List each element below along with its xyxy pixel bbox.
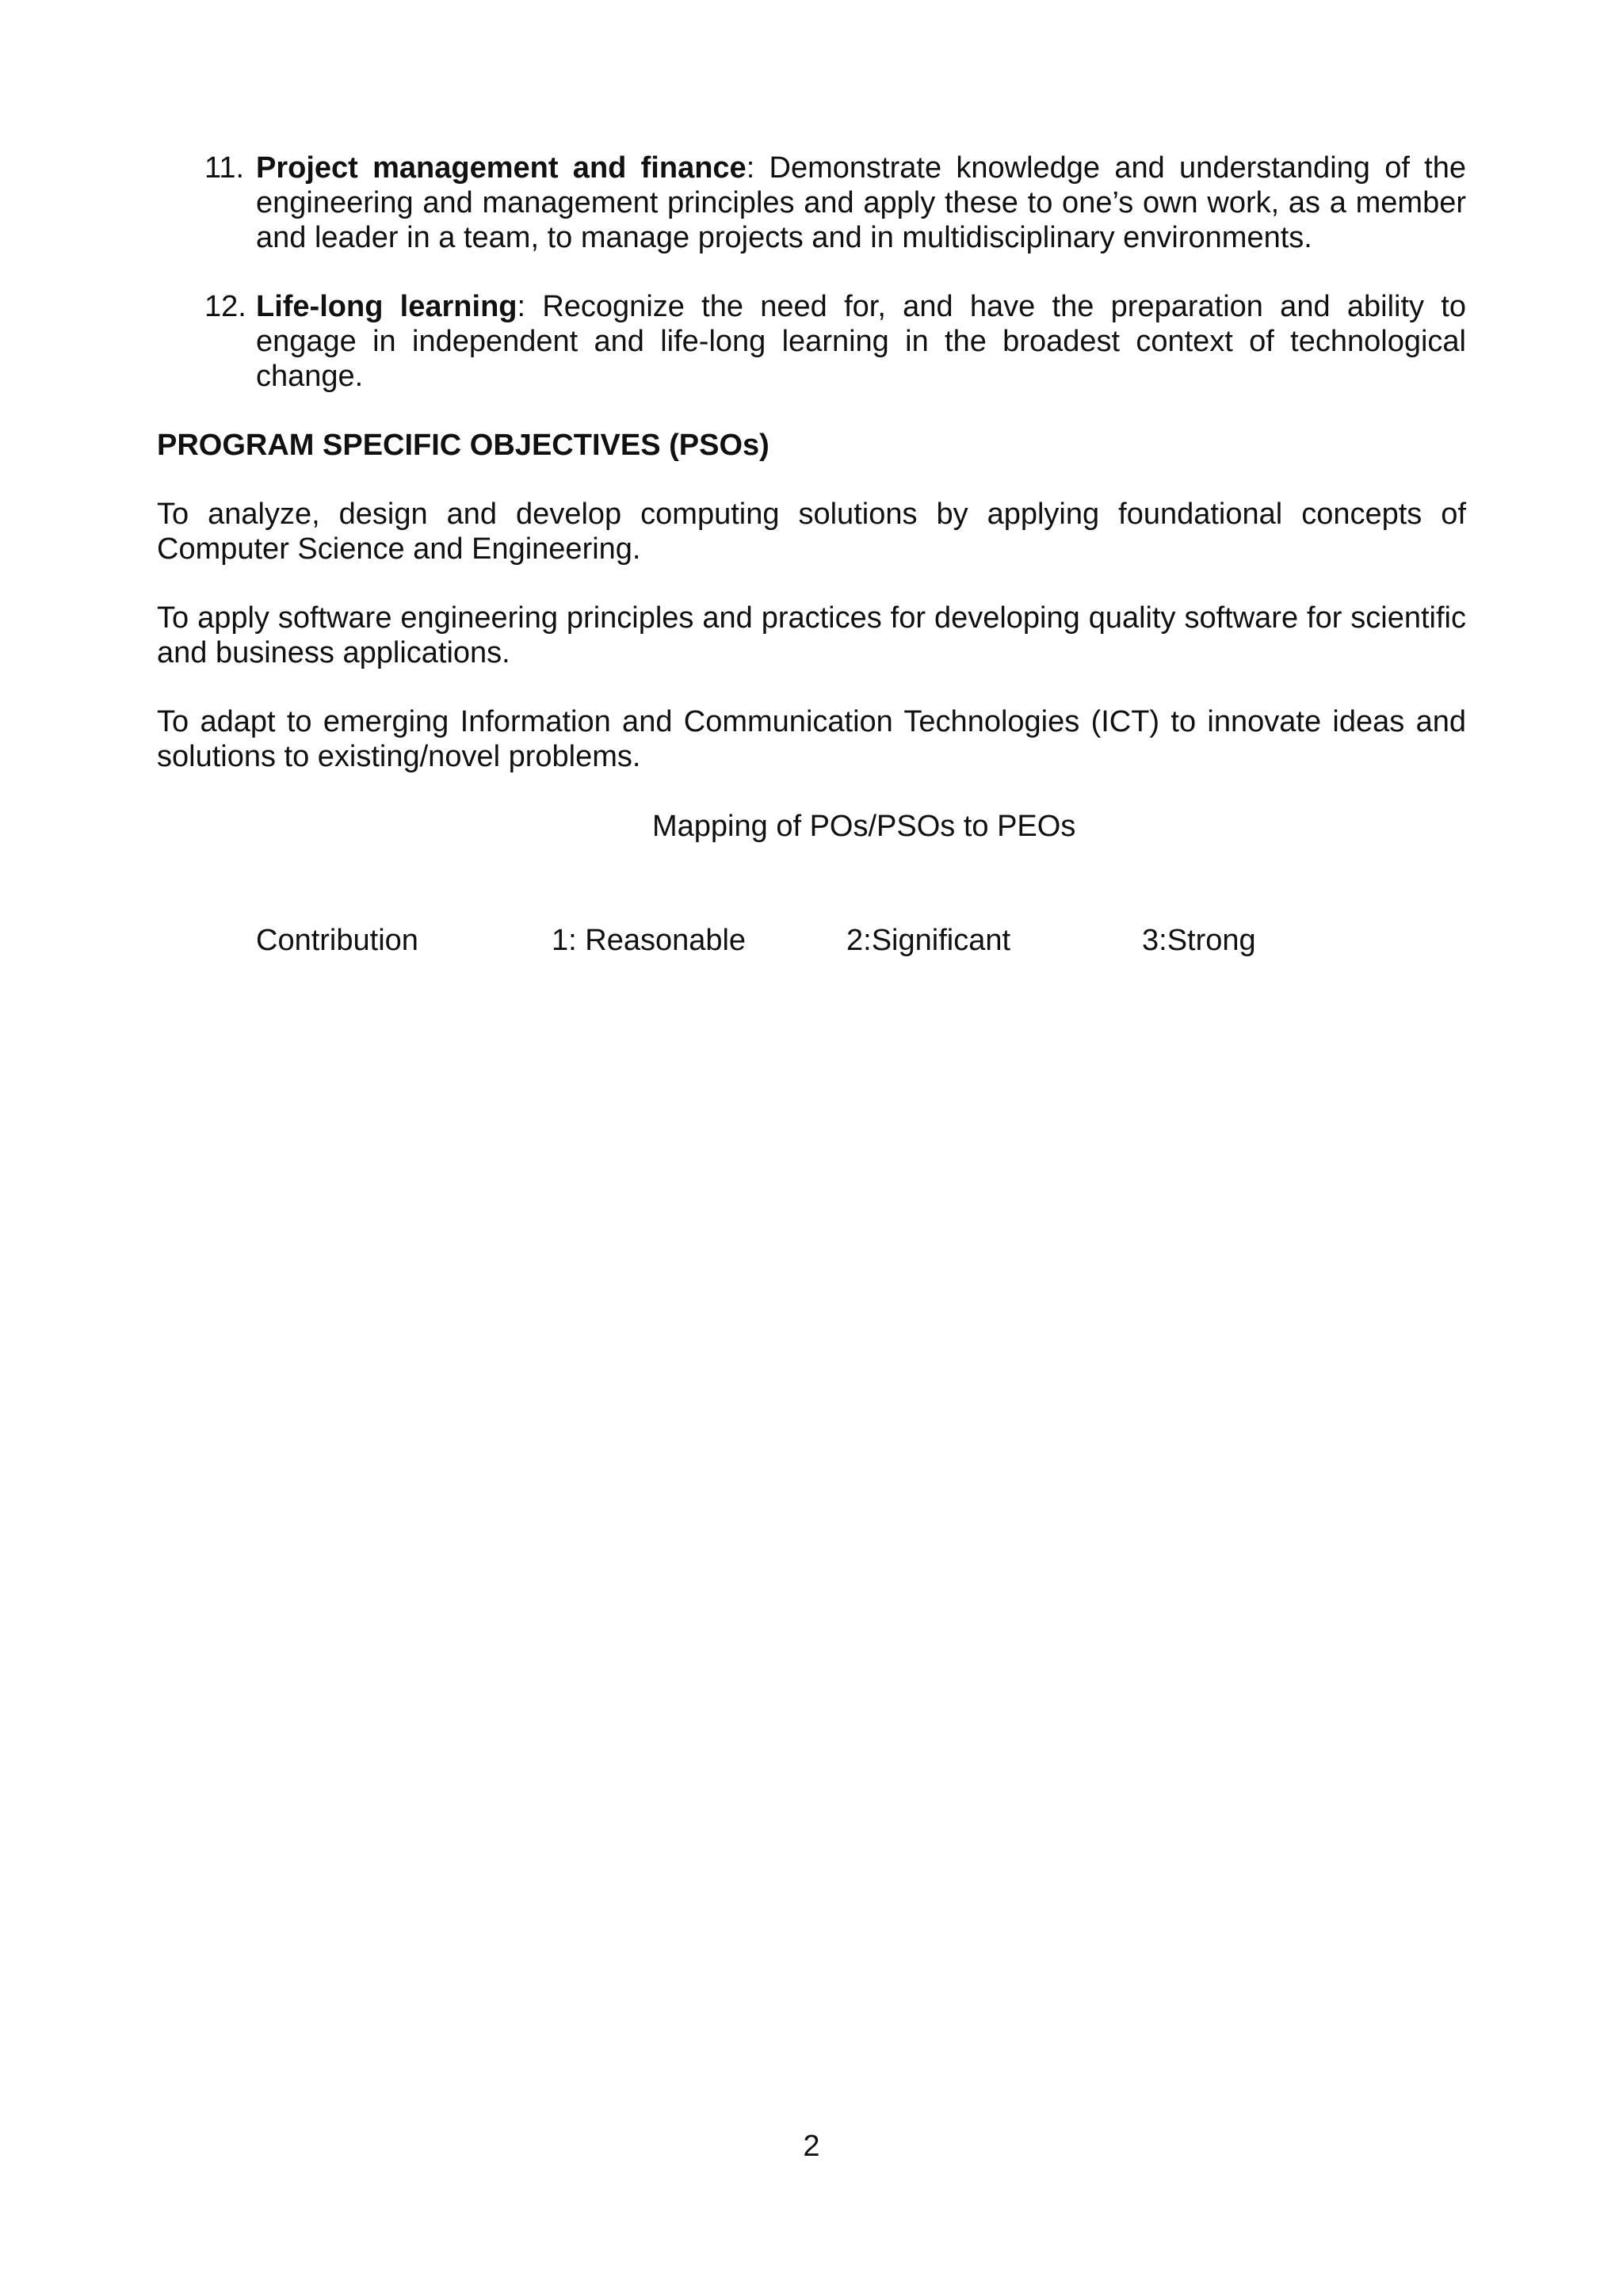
page-number: 2 — [803, 2130, 820, 2163]
outcome-number: 12. — [204, 290, 246, 323]
pso-paragraph-2: To apply software engineering principles and practices for developing quality software for scientific and business applications. — [157, 601, 1466, 669]
outcome-title: Project management and finance — [256, 151, 747, 185]
outcome-item-11 — [157, 151, 1466, 255]
pso-paragraph-1: To analyze, design and develop computing solutions by applying foundational concepts of Computer Science and Engineering. — [157, 498, 1466, 566]
outcome-text: : Recognize the need for, and have the preparation and ability to engage in independent and life-long learning in the broadest context of technological change. — [256, 290, 1466, 393]
page-content — [157, 151, 1466, 844]
legend-level-2: 2:Significant — [846, 924, 1011, 957]
outcome-text: : Demonstrate knowledge and understanding of the engineering and management principles and apply these to one’s own work, as a member and leader in a team, to manage projects and in multidisciplinary environments. — [256, 151, 1467, 254]
legend-level-3: 3:Strong — [1142, 924, 1256, 957]
pso-paragraph-3: To adapt to emerging Information and Communication Technologies (ICT) to innovate ideas and solutions to existing/novel problems. — [157, 705, 1466, 773]
outcome-number: 11. — [204, 151, 245, 185]
outcome-title: Life-long learning — [256, 290, 517, 323]
pso-heading: PROGRAM SPECIFIC OBJECTIVES (PSOs) — [157, 429, 769, 462]
mapping-caption: Mapping of POs/PSOs to PEOs — [652, 810, 1076, 843]
legend-level-1: 1: Reasonable — [552, 924, 747, 957]
outcome-item-12 — [157, 289, 1466, 394]
legend-label: Contribution — [256, 924, 418, 957]
contribution-legend — [0, 923, 1623, 958]
